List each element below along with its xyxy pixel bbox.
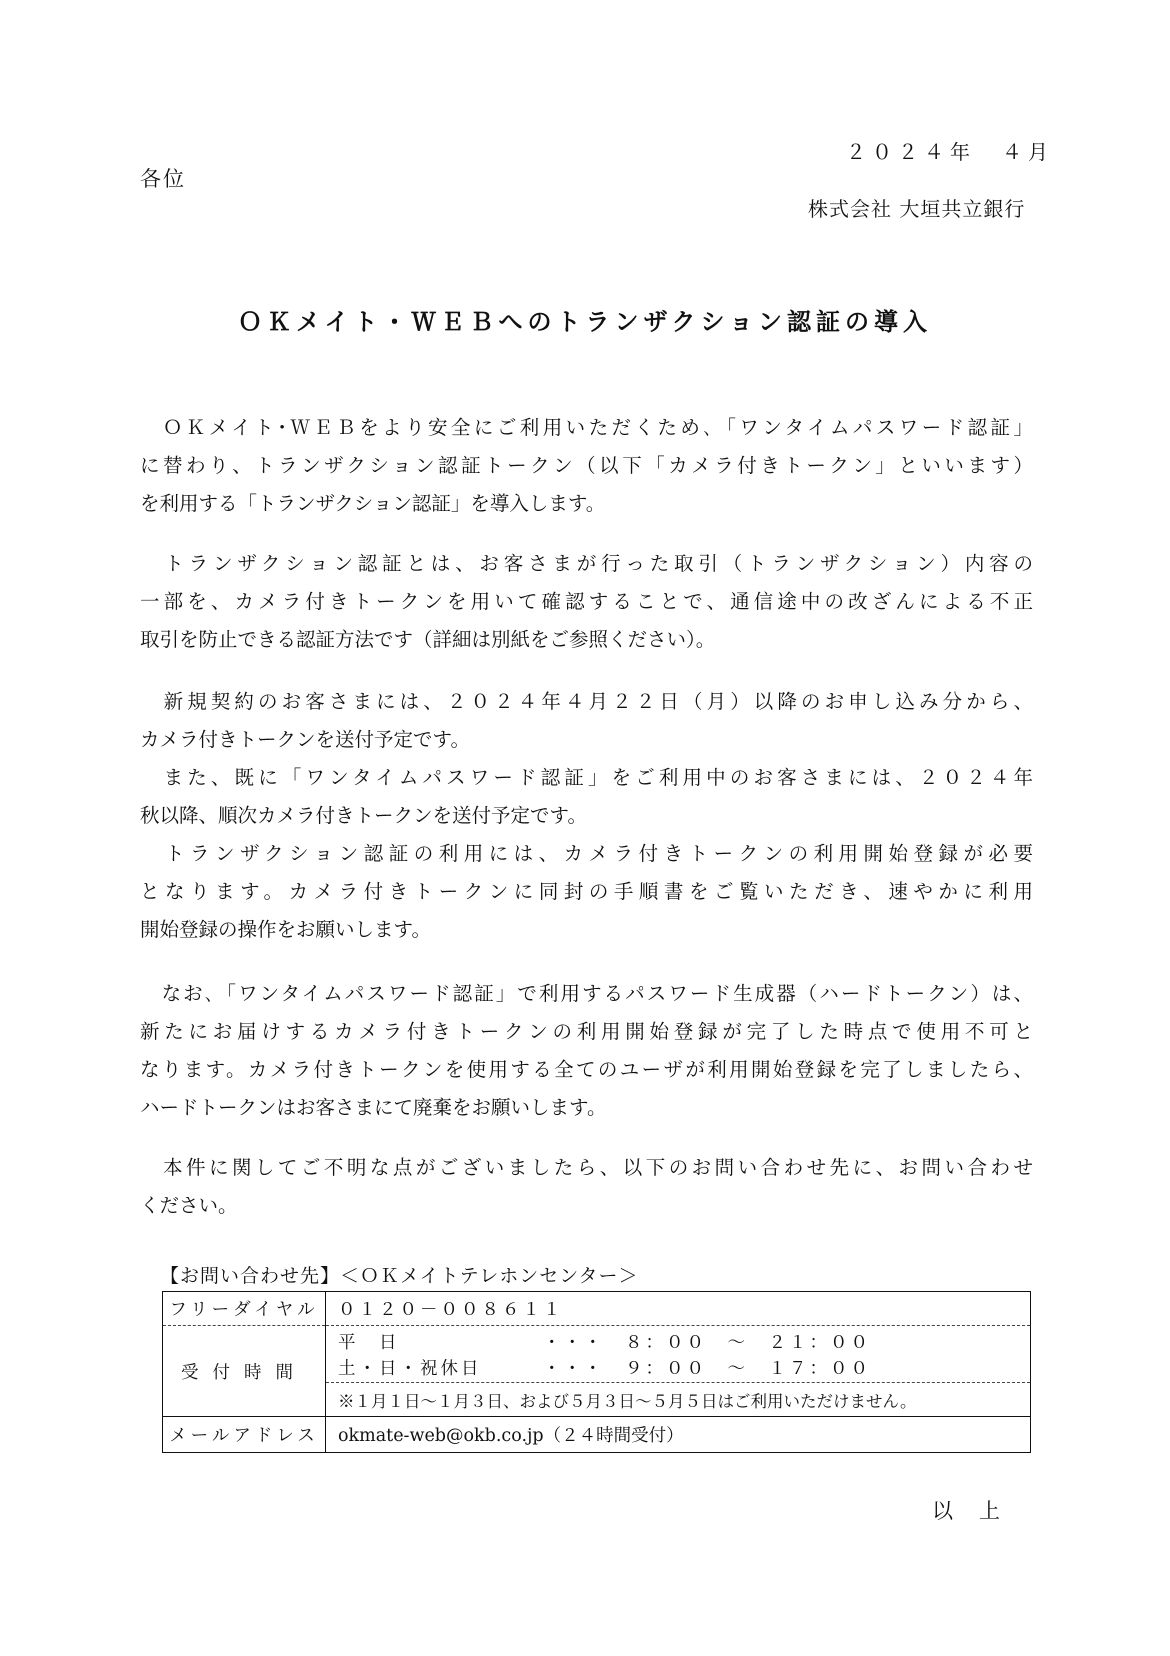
contact-table (162, 1291, 1031, 1453)
paragraph-line: 新規契約のお客さまには、２０２４年４月２２日（月）以降のお申し込み分から、 (140, 690, 1033, 713)
paragraph-line: 取引を防止できる認証方法です（詳細は別紙をご参照ください）。 (140, 628, 716, 651)
paragraph-line: ください。 (140, 1194, 238, 1217)
paragraph-definition (140, 545, 1033, 659)
paragraph-line: 開始登録の操作をお願いします。 (140, 918, 431, 941)
paragraph-line: 一部を、カメラ付きトークンを用いて確認することで、通信途中の改ざんによる不正 (140, 590, 1033, 613)
hours-note: ※１月１日～１月３日、および５月３日～５月５日はご利用いただけません。 (326, 1383, 1031, 1417)
contact-row-mail (163, 1417, 1031, 1453)
phone-number[interactable]: ０１２０－００８６１１ (326, 1292, 1031, 1326)
paragraph-line: に替わり、トランザクション認証トークン（以下「カメラ付きトークン」といいます） (140, 454, 1033, 477)
phone-label: フリーダイヤル (163, 1292, 326, 1326)
paragraph-line: 本件に関してご不明な点がございましたら、以下のお問い合わせ先に、お問い合わせ (140, 1156, 1033, 1179)
paragraph-line: また、既に「ワンタイムパスワード認証」をご利用中のお客さまには、２０２４年 (140, 766, 1033, 789)
document-title: ＯＫメイト・ＷＥＢへのトランザクション認証の導入 (237, 308, 933, 336)
paragraph-inquiry (140, 1149, 1033, 1225)
contact-row-hours (163, 1326, 1031, 1383)
closing-mark: 以上 (932, 1499, 1026, 1523)
contact-row-phone (163, 1292, 1031, 1326)
paragraph-line: ＯＫメイト･ＷＥＢをより安全にご利用いただくため､「ワンタイムパスワード認証」 (140, 416, 1033, 439)
paragraph-line: トランザクション認証の利用には、カメラ付きトークンの利用開始登録が必要 (140, 842, 1033, 865)
paragraph-schedule (140, 683, 1033, 949)
hours-day: 土・日・祝休日 (338, 1358, 482, 1379)
mail-label: メールアドレス (163, 1417, 326, 1453)
sender-name: 株式会社 大垣共立銀行 (808, 197, 1026, 221)
paragraph-line: を利用する「トランザクション認証」を導入します。 (140, 492, 606, 515)
paragraph-line: トランザクション認証とは、お客さまが行った取引（トランザクション）内容の (140, 552, 1033, 575)
paragraph-line: ハードトークンはお客さまにて廃棄をお願いします。 (140, 1096, 607, 1119)
document-date: ２０２４年 ４月 (846, 140, 1054, 164)
hours-weekday (338, 1328, 1018, 1354)
paragraph-hard-token (140, 975, 1033, 1127)
paragraph-line: カメラ付きトークンを送付予定です。 (140, 728, 470, 751)
paragraph-line: となります。カメラ付きトークンに同封の手順書をご覧いただき、速やかに利用 (140, 880, 1033, 903)
hours-day: 平 日 (338, 1332, 400, 1353)
paragraph-line: なります。カメラ付きトークンを使用する全てのユーザが利用開始登録を完了しましたら、 (140, 1058, 1033, 1081)
addressee: 各位 (140, 167, 186, 191)
contact-heading: 【お問い合わせ先】＜ＯＫメイトテレホンセンター＞ (160, 1265, 639, 1287)
hours-weekend (338, 1354, 1018, 1380)
hours-time: ・・・ ９：００ ～ １７：００ (543, 1358, 871, 1379)
hours-time: ・・・ ８：００ ～ ２１：００ (543, 1332, 871, 1353)
paragraph-line: 新たにお届けするカメラ付きトークンの利用開始登録が完了した時点で使用不可と (140, 1020, 1033, 1043)
mail-address[interactable]: okmate-web@okb.co.jp（２４時間受付） (326, 1417, 1031, 1453)
hours-cell (326, 1326, 1031, 1383)
hours-label: 受付時間 (163, 1326, 326, 1417)
paragraph-line: 秋以降、順次カメラ付きトークンを送付予定です。 (140, 804, 587, 827)
paragraph-introduction (140, 409, 1033, 523)
paragraph-line: なお､「ワンタイムパスワード認証」で利用するパスワード生成器（ハードトークン）は、 (140, 982, 1033, 1005)
